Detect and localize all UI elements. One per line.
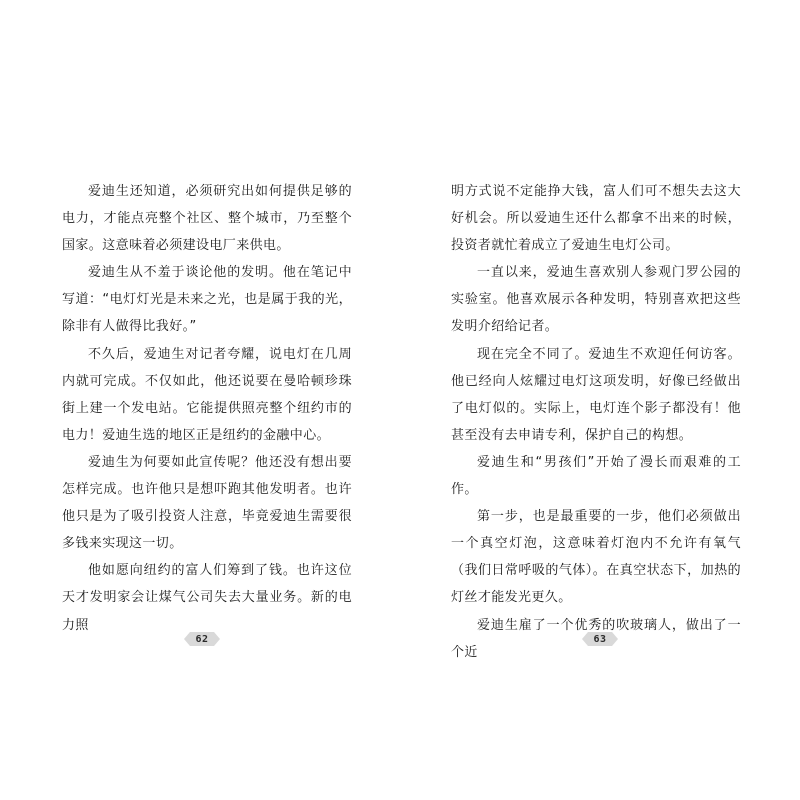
page-number-right <box>578 630 622 648</box>
left-paragraph-3: 不久后，爱迪生对记者夸耀，说电灯在几周内就可完成。不仅如此，他还说要在曼哈顿珍珠街上建一个发电站。它能提供照亮整个纽约市的电力！爱迪生选的地区正是纽约的金融中心。 <box>62 346 352 443</box>
left-paragraph-1: 爱迪生还知道，必须研究出如何提供足够的电力，才能点亮整个社区、整个城市，乃至整个国家。这意味着必须建设电厂来供电。 <box>62 184 352 254</box>
page-number-left <box>180 630 224 648</box>
right-paragraph-3: 现在完全不同了。爱迪生不欢迎任何访客。他已经向人炫耀过电灯这项发明，好像已经做出了电灯似的。实际上，电灯连个影子都没有！他甚至没有去申请专利，保护自己的构想。 <box>451 346 741 443</box>
right-page-text <box>451 178 741 666</box>
left-paragraph-5: 他如愿向纽约的富人们筹到了钱。也许这位天才发明家会让煤气公司失去大量业务。新的电力照 <box>62 563 352 633</box>
left-page-text <box>62 178 352 639</box>
page-number-left-text: 62 <box>195 633 209 645</box>
right-paragraph-2: 一直以来，爱迪生喜欢别人参观门罗公园的实验室。他喜欢展示各种发明，特别喜欢把这些发明介绍给记者。 <box>451 265 741 335</box>
right-paragraph-1: 明方式说不定能挣大钱，富人们可不想失去这大好机会。所以爱迪生还什么都拿不出来的时候，投资者就忙着成立了爱迪生电灯公司。 <box>451 184 741 254</box>
page-number-right-text: 63 <box>593 633 607 645</box>
left-paragraph-2: 爱迪生从不羞于谈论他的发明。他在笔记中写道：“电灯灯光是未来之光，也是属于我的光，除非有人做得比我好。” <box>62 265 352 335</box>
right-paragraph-5: 第一步，也是最重要的一步，他们必须做出一个真空灯泡，这意味着灯泡内不允许有氧气（我们日常呼吸的气体）。在真空状态下，加热的灯丝才能发光更久。 <box>451 509 741 606</box>
right-paragraph-6: 爱迪生雇了一个优秀的吹玻璃人，做出了一个近 <box>451 617 741 660</box>
right-paragraph-4: 爱迪生和“男孩们”开始了漫长而艰难的工作。 <box>451 454 741 498</box>
left-paragraph-4: 爱迪生为何要如此宣传呢？他还没有想出要怎样完成。也许他只是想吓跑其他发明者。也许他只是为了吸引投资人注意，毕竟爱迪生需要很多钱来实现这一切。 <box>62 454 352 552</box>
